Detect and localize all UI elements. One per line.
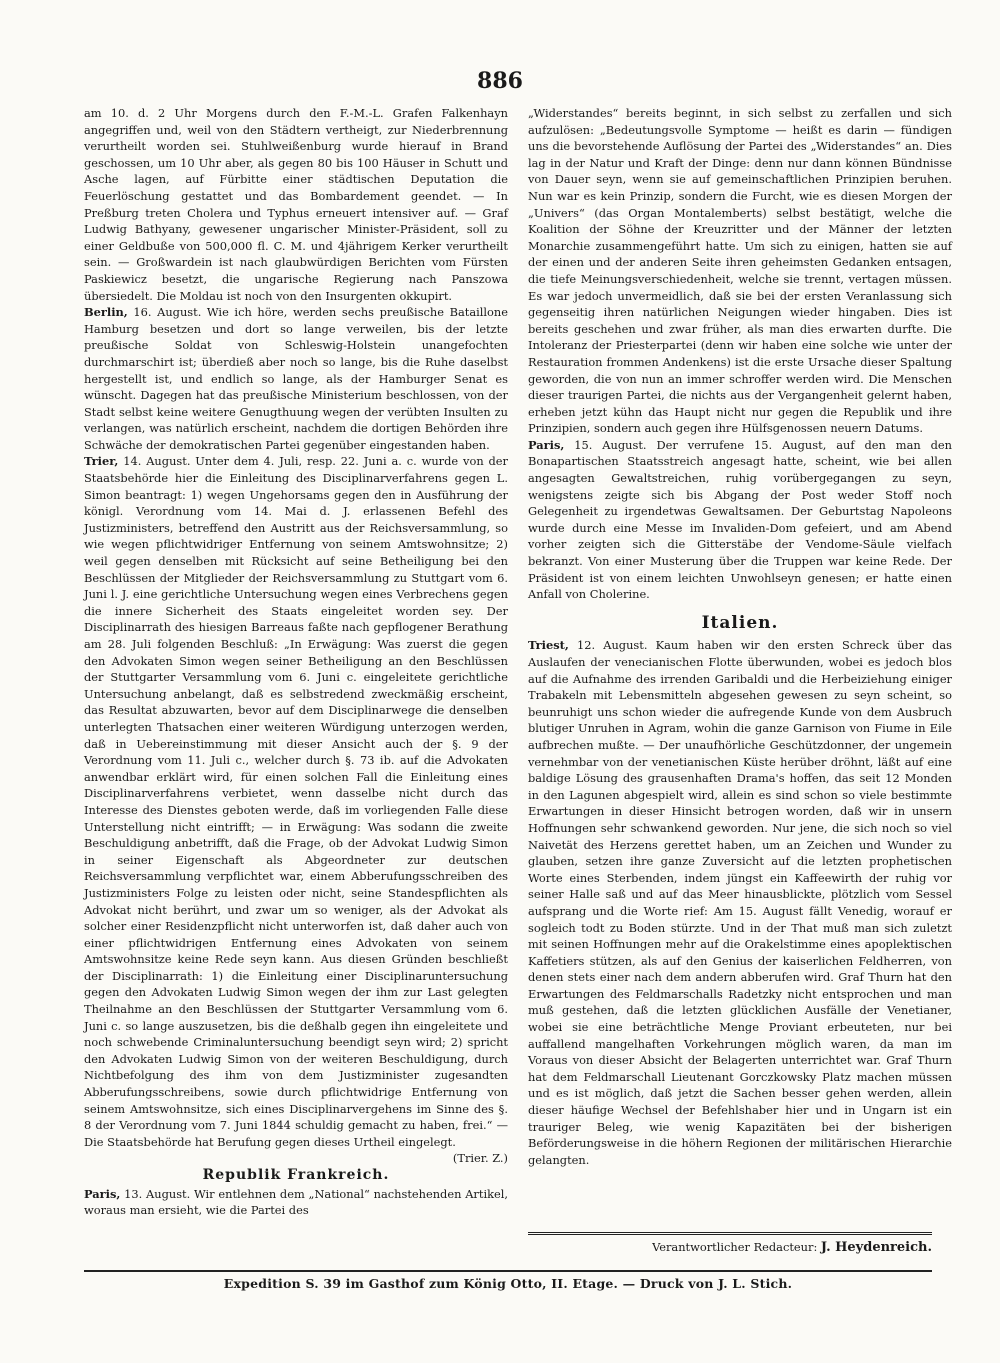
article-text: 16. August. Wie ich höre, werden sechs preußische Bataillone Hamburg besetzen und dort so lange verweilen, bis der letzte preußische Soldat von Schleswig-Holstein unangefochten durchmarschirt ist; überdieß aber noch so lange, bis die Ruhe daselbst hergestellt ist, und endlich so lange, als der Hamburger Senat es wünscht. Dagegen hat das preußische Ministerium beschlossen, von der Stadt selbst keine weitere Genugthuung wegen der verübten Insulten zu verlangen, was natürlich erscheint, nachdem die dortigen Behörden ihre Schwäche der demokratischen Partei gegenüber eingestanden haben. (84, 305, 508, 452)
article-paragraph (84, 453, 508, 1166)
left-column (84, 105, 508, 1219)
dateline: Triest, (528, 638, 569, 653)
imprint-footer: Expedition S. 39 im Gasthof zum König Otto, II. Etage. — Druck von J. L. Stich. (223, 1276, 793, 1291)
section-title: Italien. (701, 612, 779, 633)
source-note: (Trier. Z.) (452, 1151, 508, 1166)
dateline: Paris, (528, 437, 565, 452)
article-paragraph (84, 1186, 508, 1219)
editor-name: J. Heydenreich. (820, 1240, 932, 1255)
article-paragraph: „Widerstandes“ bereits beginnt, in sich selbst zu zerfallen und sich aufzulösen: „Bedeutungsvolle Symptome — heißt es darin — fündigen uns die bevorstehende Auflösung der Partei des „Widerstandes“ an. Dies lag in der Natur und Kraft der Dinge: denn nur dann können Bündnisse von Dauer seyn, wenn sie auf gemeinschaftlichen Prinzipien beruhen. Nun war es kein Prinzip, sondern die Furcht, wie es diesen Morgen der „Univers“ (das Organ Montalemberts) selbst bestätigt, welche die Koalition der Söhne der Kreuzritter und der Männer der letzten Monarchie zusammengeführt hatte. Um sich zu einigen, hatten sie auf der einen und der anderen Seite ihren geheimsten Gedanken entsagen, die tiefe Meinungsverschiedenheit, welche sie trennt, vertagen müssen. Es war jedoch unvermeidlich, daß sie bei der ersten Veranlassung sich gegenseitig ihren natürlichen Neigungen wieder hingaben. Dies ist bereits geschehen und zwar früher, als man dies erwarten durfte. Die Intoleranz der Priesterpartei (denn wir haben eine solche wie unter der Restauration frommen Andenkens) ist die erste Ursache dieser Spaltung geworden, die von nun an immer schroffer werden wird. Die Menschen dieser traurigen Partei, die nichts aus der Vergangenheit gelernt haben, erheben jetzt kühn das Haupt nicht nur gegen die Republik und ihre Prinzipien, sondern auch gegen ihre Hülfsgenossen neuern Datums. (528, 106, 952, 436)
article-text: 14. August. Unter dem 4. Juli, resp. 22. Juni a. c. wurde von der Staatsbehörde hier die Einleitung des Disciplinarverfahrens gegen L. Simon beantragt: 1) wegen Ungehorsams gegen den in Ausführung der königl. Verordnung vom 14. Mai d. J. erlassenen Befehl des Justizministers, betreffend den Austritt aus der Reichsversammlung, so wie wegen pflichtwidriger Entfernung von seinem Amtswohnsitze; 2) weil gegen denselben mit Rücksicht auf seine Betheiligung bei den Beschlüssen der Mitglieder der Reichsversammlung zu Stuttgart vom 6. Juni l. J. eine gerichtliche Untersuchung wegen eines Verbrechens gegen die innere Sicherheit des Staats eingeleitet worden sey. Der Disciplinarrath des hiesigen Barreaus faßte nach gepflogener Berathung am 28. Juli folgenden Beschluß: „In Erwägung: Was zuerst die gegen den Advokaten Simon wegen seiner Betheiligung an den Beschlüssen der Stuttgarter Versammlung vom 6. Juni c. eingeleitete gerichtliche Untersuchung anbelangt, daß es selbstredend zweckmäßig erscheint, das Resultat abzuwarten, bevor auf dem Disciplinarwege die denselben unterlegten Thatsachen einer weiteren Würdigung unterzogen werden, daß in Uebereinstimmung mit dieser Ansicht auch der §. 9 der Verordnung vom 11. Juli c., welcher durch §. 73 ib. auf die Advokaten anwendbar erklärt wird, für einen solchen Fall die Einleitung eines Disciplinarverfahrens verbietet, wenn dasselbe nicht durch das Interesse des Dienstes geboten werde, daß im vorliegenden Falle diese Unterstellung nicht eintrifft; — in Erwägung: Was sodann die zweite Beschuldigung anbetrifft, daß die Frage, ob der Advokat Ludwig Simon in seiner Eigenschaft als Abgeordneter zur deutschen Reichsversammlung verpflichtet war, einem Abberufungsschreiben des Justizministers Folge zu leisten oder nicht, seine Standespflichten als Advokat nicht berührt, und zwar um so weniger, als der Advokat als solcher einer Residenzpflicht nicht unterworfen ist, daß daher auch von einer pflichtwidrigen Entfernung eines Advokaten von seinem Amtswohnsitze keine Rede seyn kann. Aus diesen Gründen beschließt der Disciplinarrath: 1) die Einleitung einer Disciplinaruntersuchung gegen den Advokaten Ludwig Simon wegen der ihm zur Last gelegten Theilnahme an den Beschlüssen der Stuttgarter Versammlung vom 6. Juni c. so lange auszusetzen, bis die deßhalb gegen ihn eingeleitete und noch schwebende Criminaluntersuchung beendigt seyn wird; 2) spricht den Advokaten Ludwig Simon von der weiteren Beschuldigung, durch Nichtbefolgung des ihm von dem Justizminister zugesandten Abberufungsschreibens, sowie durch pflichtwidrige Entfernung von seinem Amtswohnsitze, sich eines Disciplinarvergehens im Sinne des §. 8 der Verordnung vom 7. Juni 1844 schuldig gemacht zu haben, frei.“ — Die Staatsbehörde hat Berufung gegen dieses Urtheil eingelegt. (84, 454, 508, 1149)
article-paragraph (84, 304, 508, 453)
section-title: Republik Frankreich. (202, 1167, 390, 1183)
footer-rule (84, 1270, 932, 1272)
divider-rule (528, 1232, 932, 1235)
article-paragraph (528, 637, 952, 1168)
article-text: 15. August. Der verrufene 15. August, auf den man den Bonapartischen Staatsstreich angesagt hatte, scheint, wie bei allen angesagten Gewaltstreichen, ruhig vorübergegangen zu seyn, wenigstens zeigte sich bis Abgang der Post weder Stoff noch Gelegenheit zu irgendetwas Gewaltsamen. Der Geburtstag Napoleons wurde durch eine Messe im Invaliden-Dom gefeiert, und am Abend vorher zeigten sich die Gitterstäbe der Vendome-Säule vielfach bekranzt. Von einer Musterung über die Truppen war keine Rede. Der Präsident ist von einem leichten Unwohlseyn genesen; er hatte einen Anfall von Cholerine. (528, 437, 952, 602)
editor-label: Verantwortlicher Redacteur: (652, 1240, 821, 1254)
dateline: Trier, (84, 454, 119, 469)
page-number: 886 (477, 68, 523, 94)
article-text: 13. August. Wir entlehnen dem „National“ nachstehenden Artikel, woraus man ersieht, wie die Partei des (84, 1186, 508, 1218)
editor-line (640, 1240, 932, 1255)
right-column (528, 105, 952, 1168)
article-text: 12. August. Kaum haben wir den ersten Schreck über das Auslaufen der venecianischen Flotte überwunden, wobei es jedoch blos auf die Aufnahme des irrenden Garibaldi und die Herbeiziehung einiger Trabakeln mit Lebensmitteln abgesehen gewesen zu seyn scheint, so beunruhigt uns schon wieder die aufregende Kunde von dem Ausbruch blutiger Unruhen in Agram, wohin die ganze Garnison von Fiume in Eile aufbrechen mußte. — Der unaufhörliche Geschützdonner, der ungemein vernehmbar von der venetianischen Küste herüber dröhnt, läßt auf eine baldige Lösung des grausenhaften Drama's hoffen, das seit 12 Monden in den Lagunen abgespielt wird, allein es sind schon so viele bestimmte Erwartungen in dieser Hinsicht betrogen worden, daß wir in unsern Hoffnungen sehr schwankend geworden. Nur jene, die sich noch so viel Naivetät des Herzens gerettet haben, um an Zeichen und Wunder zu glauben, setzen ihre ganze Zuversicht auf die letzten prophetischen Worte eines Sterbenden, indem jüngst ein Kaffeewirth der ruhig vor seiner Halle saß und auf das Meer hinausblickte, plötzlich vom Sessel aufsprang und die Worte rief: Am 15. August fällt Venedig, worauf er sogleich todt zu Boden stürzte. Und in der That muß man sich zuletzt mit seinen Hoffnungen mehr auf die Orakelstimme eines apoplektischen Kaffetiers stützen, als auf den Genius der kaiserlichen Feldherren, von denen stets einer nach dem andern abberufen wird. Graf Thurn hat den Erwartungen des Feldmarschalls Radetzky nicht entsprochen und man muß gestehen, daß die letzten glücklichen Ausfälle der Venetianer, wobei sie eine beträchtliche Menge Proviant erbeuteten, nur bei auffallend mangelhaften Vorkehrungen möglich waren, da man im Voraus von dieser Absicht der Belagerten unterrichtet war. Graf Thurn hat dem Feldmarschall Lieutenant Gorczkowsky Platz machen müssen und es ist möglich, daß jetzt die Sachen besser gehen werden, allein dieser häufige Wechsel der Befehlshaber hier und in Ungarn ist ein trauriger Beleg, wie wenig Kapazitäten bei der bisherigen Beförderungsweise in die höhern Regionen der militärischen Hierarchie gelangten. (528, 638, 952, 1167)
article-paragraph (528, 437, 952, 603)
dateline: Berlin, (84, 305, 128, 320)
article-paragraph: am 10. d. 2 Uhr Morgens durch den F.-M.-L. Grafen Falkenhayn angegriffen und, weil von den Städtern vertheigt, zur Niederbrennung verurtheilt worden sei. Stuhlweißenburg wurde hierauf in Brand geschossen, um 10 Uhr aber, als gegen 80 bis 100 Häuser in Schutt und Asche lagen, auf Fürbitte einer städtischen Deputation die Feuerlöschung gestattet und das Bombardement geendet. — In Preßburg treten Cholera und Typhus erneuert intensiver auf. — Graf Ludwig Bathyany, gewesener ungarischer Minister-Präsident, soll zu einer Geldbuße von 500,000 fl. C. M. und 4jährigem Kerker verurtheilt sein. — Großwardein ist nach glaubwürdigen Berichten vom Fürsten Paskiewicz besetzt, die ungarische Regierung nach Panszowa übersiedelt. Die Moldau ist noch von den Insurgenten okkupirt. (84, 106, 508, 303)
dateline: Paris, (84, 1186, 121, 1201)
